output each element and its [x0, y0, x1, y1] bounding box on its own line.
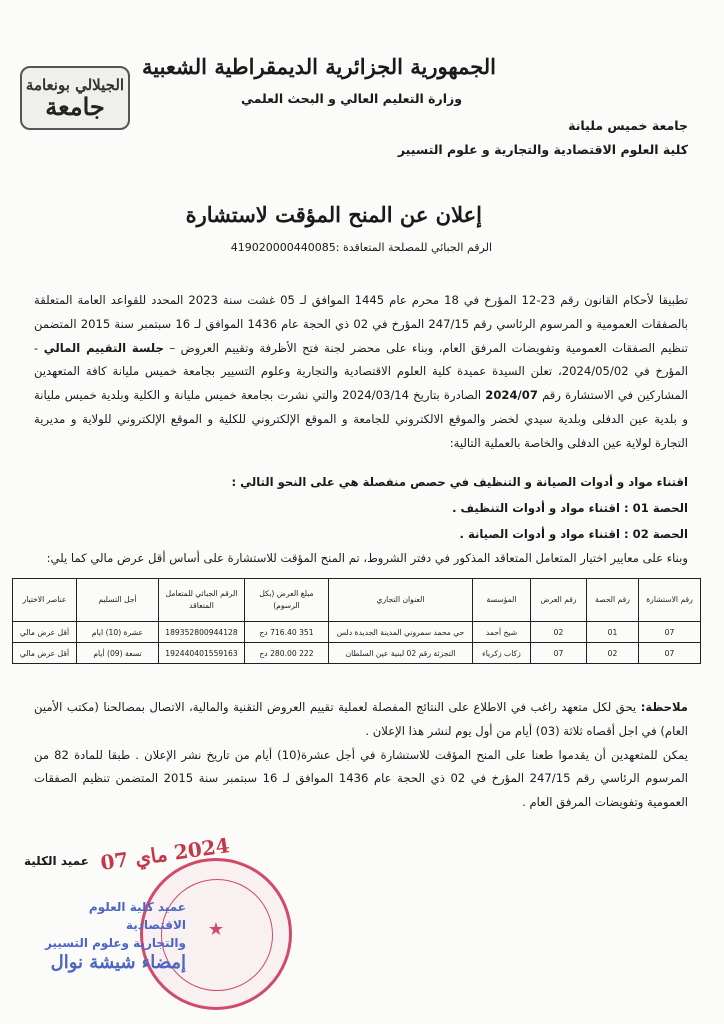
main-paragraph	[34, 289, 688, 456]
republic-heading: الجمهورية الجزائرية الديمقراطية الشعبية	[141, 54, 496, 79]
cell-amount: 351 716.40 دج	[245, 622, 329, 643]
paragraph-part-3: الصادرة بتاريخ 2024/03/14 والتي نشرت بجامعة خميس مليانة و الكلية وبلدية خميس مليانة و بلدية عين الدفلى وبلدية سيدي لخضر والموقع الالكتروني للجامعة و الموقع الإلكتروني للكلية و الموقع الإلكتروني للولاية و مديرية التجارة لولاية عين الدفلى والخاصة بالعملية التالية:	[34, 388, 688, 450]
header-company: المؤسسة	[473, 579, 531, 622]
note-section	[34, 696, 688, 815]
award-basis: وبناء على معايير اختيار المتعامل المتعاقد المذكور في دفتر الشروط، تم المنح المؤقت للاستشارة على أساس أقل عرض مالي كما يلي:	[46, 551, 688, 565]
cell-tax-id: 189352800944128	[159, 622, 245, 643]
note-paragraph-1	[34, 696, 688, 744]
cell-consultation-no: 07	[639, 643, 701, 664]
table-row	[13, 622, 701, 643]
cell-lot-no: 01	[587, 622, 639, 643]
blue-stamp-line-2: والتجارية وعلوم التسيير	[44, 936, 186, 950]
paragraph-bold-consultation: 2024/07	[485, 388, 538, 403]
cell-address: حي محمد سمروني المدينة الجديدة دلس	[329, 622, 473, 643]
cell-offer-no: 07	[531, 643, 587, 664]
cell-company: شيخ أحمد	[473, 622, 531, 643]
header-consultation-no: رقم الاستشارة	[639, 579, 701, 622]
header-delivery: أجل التسليم	[77, 579, 159, 622]
lot-2: الحصة 02 : اقتناء مواد و أدوات الصيانة .	[459, 527, 688, 541]
header-lot-no: رقم الحصة	[587, 579, 639, 622]
note-text-1: يحق لكل متعهد راغب في الاطلاع على النتائج المفصلة لعملية تقييم العروض التقنية والمالية، الاتصال بمصالحنا (مكتب الأمين العام) في اجل أقصاه ثلاثة (03) أيام من أول يوم لنشر هذا الإعلان .	[34, 700, 688, 738]
table-row	[13, 643, 701, 664]
cell-delivery: عشرة (10) ايام	[77, 622, 159, 643]
faculty-name: كلية العلوم الاقتصادية والتجارية و علوم التسيير	[397, 142, 688, 157]
dean-signature-stamp	[36, 898, 186, 972]
cell-amount: 222 280.00 دج	[245, 643, 329, 664]
university-name: جامعة خميس مليانة	[568, 118, 688, 133]
note-text-2: يمكن للمتعهدين أن يقدموا طعنا على المنح المؤقت للاستشارة في أجل عشرة(10) أيام من تاريخ نشر الإعلان . طبقا للمادة 82 من المرسوم الرئاسي رقم 247/15 المؤرخ في 02 ذي الحجة عام 1436 الموافق لـ 16 سبتمبر سنة 2015 المتضمن تنظيم الصفقات العمومية وتفويضات المرفق العام .	[34, 747, 689, 810]
header-tax-id: الرقم الجبائي للمتعامل المتعاقد	[159, 579, 245, 622]
lot-1: الحصة 01 : اقتناء مواد و أدوات التنظيف .	[452, 501, 688, 515]
logo-line-1: الجيلالي بونعامة	[25, 76, 125, 94]
paragraph-part-2: - المؤرخ في 2024/05/02، تعلن السيدة عميدة كلية العلوم الاقتصادية والتجارية وعلوم التسيير بجامعة خميس مليانة كافة المتعهدين المشاركين في الاستشارة رقم	[34, 340, 688, 403]
header-amount: مبلغ العرض (بكل الرسوم)	[245, 579, 329, 622]
blue-stamp-line-1: عميد كلية العلوم الاقتصادية	[88, 900, 186, 932]
logo-line-2: جامعة	[45, 92, 105, 121]
ministry-heading: وزارة التعليم العالي و البحث العلمي	[240, 91, 462, 106]
header-criteria: عناصر الاختيار	[13, 579, 77, 622]
dean-title: عميد الكلية	[24, 854, 89, 868]
cell-lot-no: 02	[587, 643, 639, 664]
cell-delivery: تسعة (09) أيام	[77, 643, 159, 664]
blue-stamp-name: إمضاء شيشة نوال	[50, 952, 186, 973]
cell-criteria: أقل عرض مالي	[13, 622, 77, 643]
header-offer-no: رقم العرض	[531, 579, 587, 622]
table-header-row	[13, 579, 701, 622]
date-stamp: 2024 ماي 07	[98, 833, 231, 875]
note-label: ملاحظة:	[640, 700, 688, 714]
paragraph-part-1: تطبيقا لأحكام القانون رقم 23-12 المؤرخ في 18 محرم عام 1445 الموافق لـ 05 غشت سنة 2023 المحدد للقواعد العامة المتعلقة بالصفقات العمومية و المرسوم الرئاسي رقم 247/15 المؤرخ في 02 ذي الحجة عام 1436 الموافق لـ 16 سبتمبر سنة 2015 المتضمن تنظيم الصفقات العمومية وتفويضات المرفق العام، وبناء على محضر لجنة فتح الأظرفة وتقييم العروض –	[34, 293, 689, 355]
cell-company: زكاب زكرياء	[473, 643, 531, 664]
header-address: العنوان التجاري	[329, 579, 473, 622]
cell-offer-no: 02	[531, 622, 587, 643]
award-table	[12, 578, 701, 664]
university-logo	[20, 66, 130, 130]
cell-address: التجزئة رقم 02 لبنية عين السلطان	[329, 643, 473, 664]
lots-heading: اقتناء مواد و أدوات الصيانة و التنظيف في حصص منفصلة هي على النحو التالي :	[231, 475, 688, 489]
cell-consultation-no: 07	[639, 622, 701, 643]
paragraph-bold-session: جلسة التقييم المالي	[43, 340, 164, 355]
tax-id: الرقم الجبائي للمصلحة المتعاقدة :419020000440085	[230, 241, 492, 254]
cell-criteria: أقل عرض مالي	[13, 643, 77, 664]
announcement-title: إعلان عن المنح المؤقت لاستشارة	[185, 202, 482, 227]
cell-tax-id: 192440401559163	[159, 643, 245, 664]
stamp-star-icon: ★	[207, 919, 225, 940]
